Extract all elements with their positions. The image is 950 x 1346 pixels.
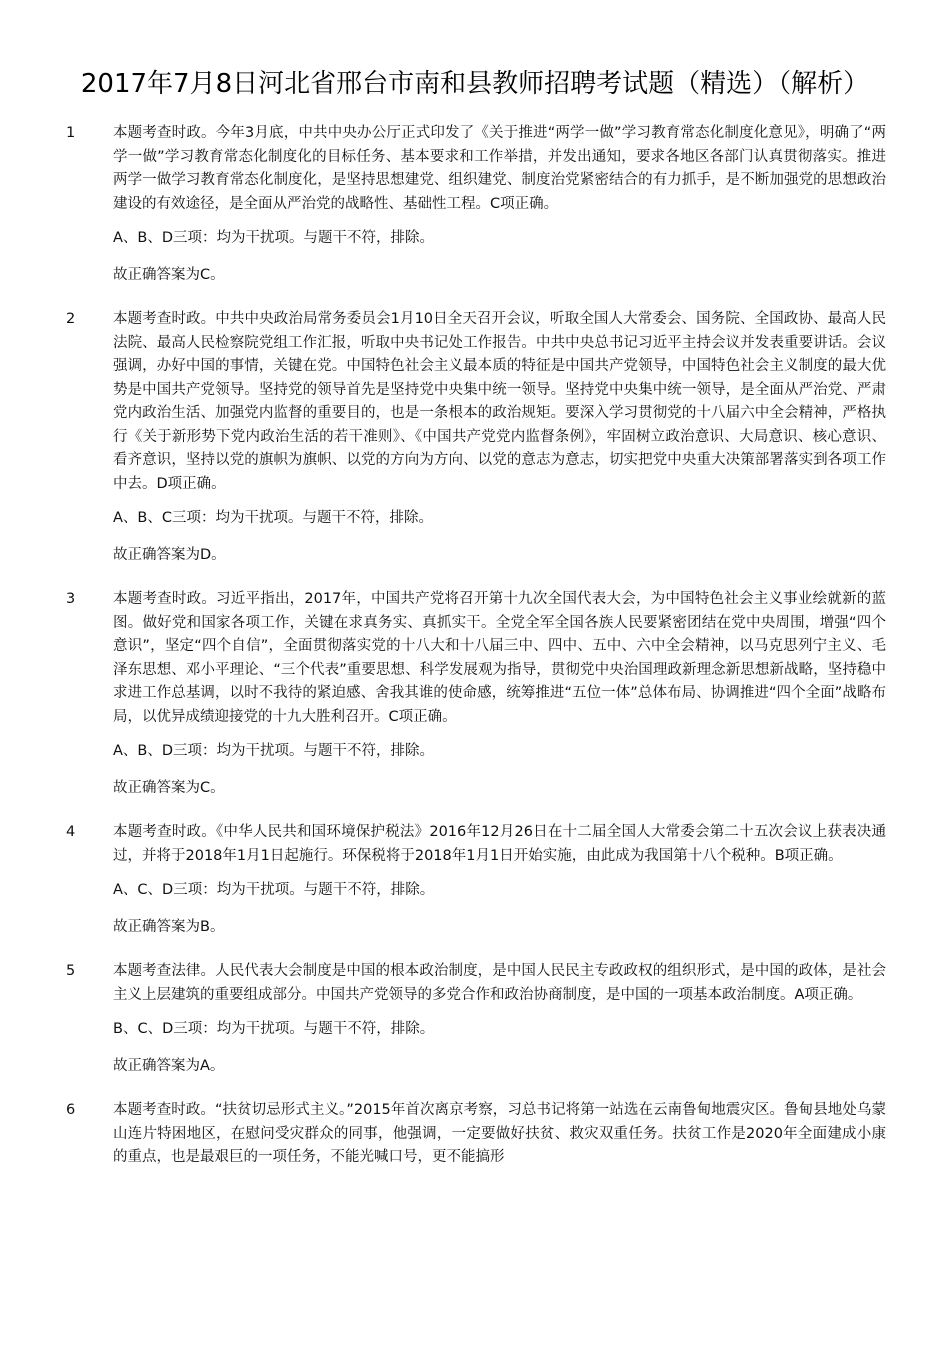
- question-number: 1: [66, 125, 76, 141]
- question-number: 2: [66, 311, 76, 327]
- question-number: 3: [66, 591, 76, 607]
- question-body: [113, 588, 886, 813]
- question-number: 5: [66, 963, 76, 979]
- question-analysis: 本题考查时政。“扶贫切忌形式主义。”2015年首次离京考察，习总书记将第一站选在云南鲁甸地震灾区。鲁甸县地处乌蒙山连片特困地区，在慰问受灾群众的同事，他强调，一定要做好扶贫、救灾双重任务。扶贫工作是2020年全面建成小康的重点，也是最艰巨的一项任务，不能光喊口号，更不能搞形: [113, 1102, 886, 1165]
- question-number: 6: [66, 1102, 76, 1118]
- question-answer: 故正确答案为B。: [113, 918, 225, 935]
- question-answer: 故正确答案为D。: [113, 546, 226, 563]
- page-title: 2017年7月8日河北省邢台市南和县教师招聘考试题（精选）（解析）: [80, 69, 870, 99]
- question-body: [113, 308, 886, 580]
- question-item: [64, 1099, 886, 1181]
- question-answer: 故正确答案为A。: [113, 1057, 225, 1074]
- question-body: [113, 821, 886, 952]
- question-analysis: 本题考查时政。今年3月底，中共中央办公厅正式印发了《关于推进“两学一做”学习教育常态化制度化意见》，明确了“两学一做”学习教育常态化制度化的目标任务、基本要求和工作举措，并发出通知，要求各地区各部门认真贯彻落实。推进两学一做学习教育常态化制度化，是坚持思想建党、组织建党、制度治党紧密结合的有力抓手，是不断加强党的思想政治建设的有效途径，是全面从严治党的战略性、基础性工程。C项正确。: [113, 125, 886, 212]
- question-item: [64, 588, 886, 813]
- question-analysis: 本题考查时政。习近平指出，2017年，中国共产党将召开第十九次全国代表大会，为中国特色社会主义事业绘就新的蓝图。做好党和国家各项工作，关键在求真务实、真抓实干。全党全军全国各族人民要紧密团结在党中央周围，增强“四个意识”，坚定“四个自信”，全面贯彻落实党的十八大和十八届三中、四中、五中、六中全会精神，以马克思列宁主义、毛泽东思想、邓小平理论、“三个代表”重要思想、科学发展观为指导，贯彻党中央治国理政新理念新思想新战略，坚持稳中求进工作总基调，以时不我待的紧迫感、舍我其谁的使命感，统筹推进“五位一体”总体布局、协调推进“四个全面”战略布局，以优异成绩迎接党的十九大胜利召开。C项正确。: [113, 591, 886, 725]
- question-answer: 故正确答案为C。: [113, 266, 225, 283]
- question-number: 4: [66, 824, 76, 840]
- question-item: [64, 308, 886, 580]
- question-analysis: 本题考查时政。中共中央政治局常务委员会1月10日全天召开会议，听取全国人大常委会、国务院、全国政协、最高人民法院、最高人民检察院党组工作汇报，听取中央书记处工作报告。中共中央总书记习近平主持会议并发表重要讲话。会议强调，办好中国的事情，关键在党。中国特色社会主义最本质的特征是中国共产党领导，中国特色社会主义制度的最大优势是中国共产党领导。坚持党的领导首先是坚持党中央集中统一领导。坚持党中央集中统一领导，是全面从严治党、严肃党内政治生活、加强党内监督的重要目的，也是一条根本的政治规矩。要深入学习贯彻党的十八届六中全会精神，严格执行《关于新形势下党内政治生活的若干准则》、《中国共产党党内监督条例》，牢固树立政治意识、大局意识、核心意识、看齐意识，坚持以党的旗帜为旗帜、以党的方向为方向、以党的意志为意志，切实把党中央重大决策部署落实到各项工作中去。D项正确。: [113, 311, 886, 492]
- question-distractors: A、B、D三项：均为干扰项。与题干不符，排除。: [113, 230, 435, 246]
- question-item: [64, 960, 886, 1091]
- question-item: [64, 122, 886, 300]
- question-distractors: A、C、D三项：均为干扰项。与题干不符，排除。: [113, 882, 435, 898]
- question-body: [113, 960, 886, 1091]
- question-body: [113, 1099, 886, 1181]
- question-body: [113, 122, 886, 300]
- question-analysis: 本题考查法律。人民代表大会制度是中国的根本政治制度，是中国人民民主专政政权的组织形式，是中国的政体，是社会主义上层建筑的重要组成部分。中国共产党领导的多党合作和政治协商制度，是中国的一项基本政治制度。A项正确。: [113, 963, 886, 1003]
- question-distractors: B、C、D三项：均为干扰项。与题干不符，排除。: [113, 1021, 435, 1037]
- question-distractors: A、B、D三项：均为干扰项。与题干不符，排除。: [113, 743, 435, 759]
- question-analysis: 本题考查时政。《中华人民共和国环境保护税法》2016年12月26日在十二届全国人大常委会第二十五次会议上获表决通过，并将于2018年1月1日起施行。环保税将于2018年1月1日开始实施，由此成为我国第十八个税种。B项正确。: [113, 824, 886, 864]
- question-item: [64, 821, 886, 952]
- question-distractors: A、B、C三项：均为干扰项。与题干不符，排除。: [113, 510, 433, 526]
- question-answer: 故正确答案为C。: [113, 779, 225, 796]
